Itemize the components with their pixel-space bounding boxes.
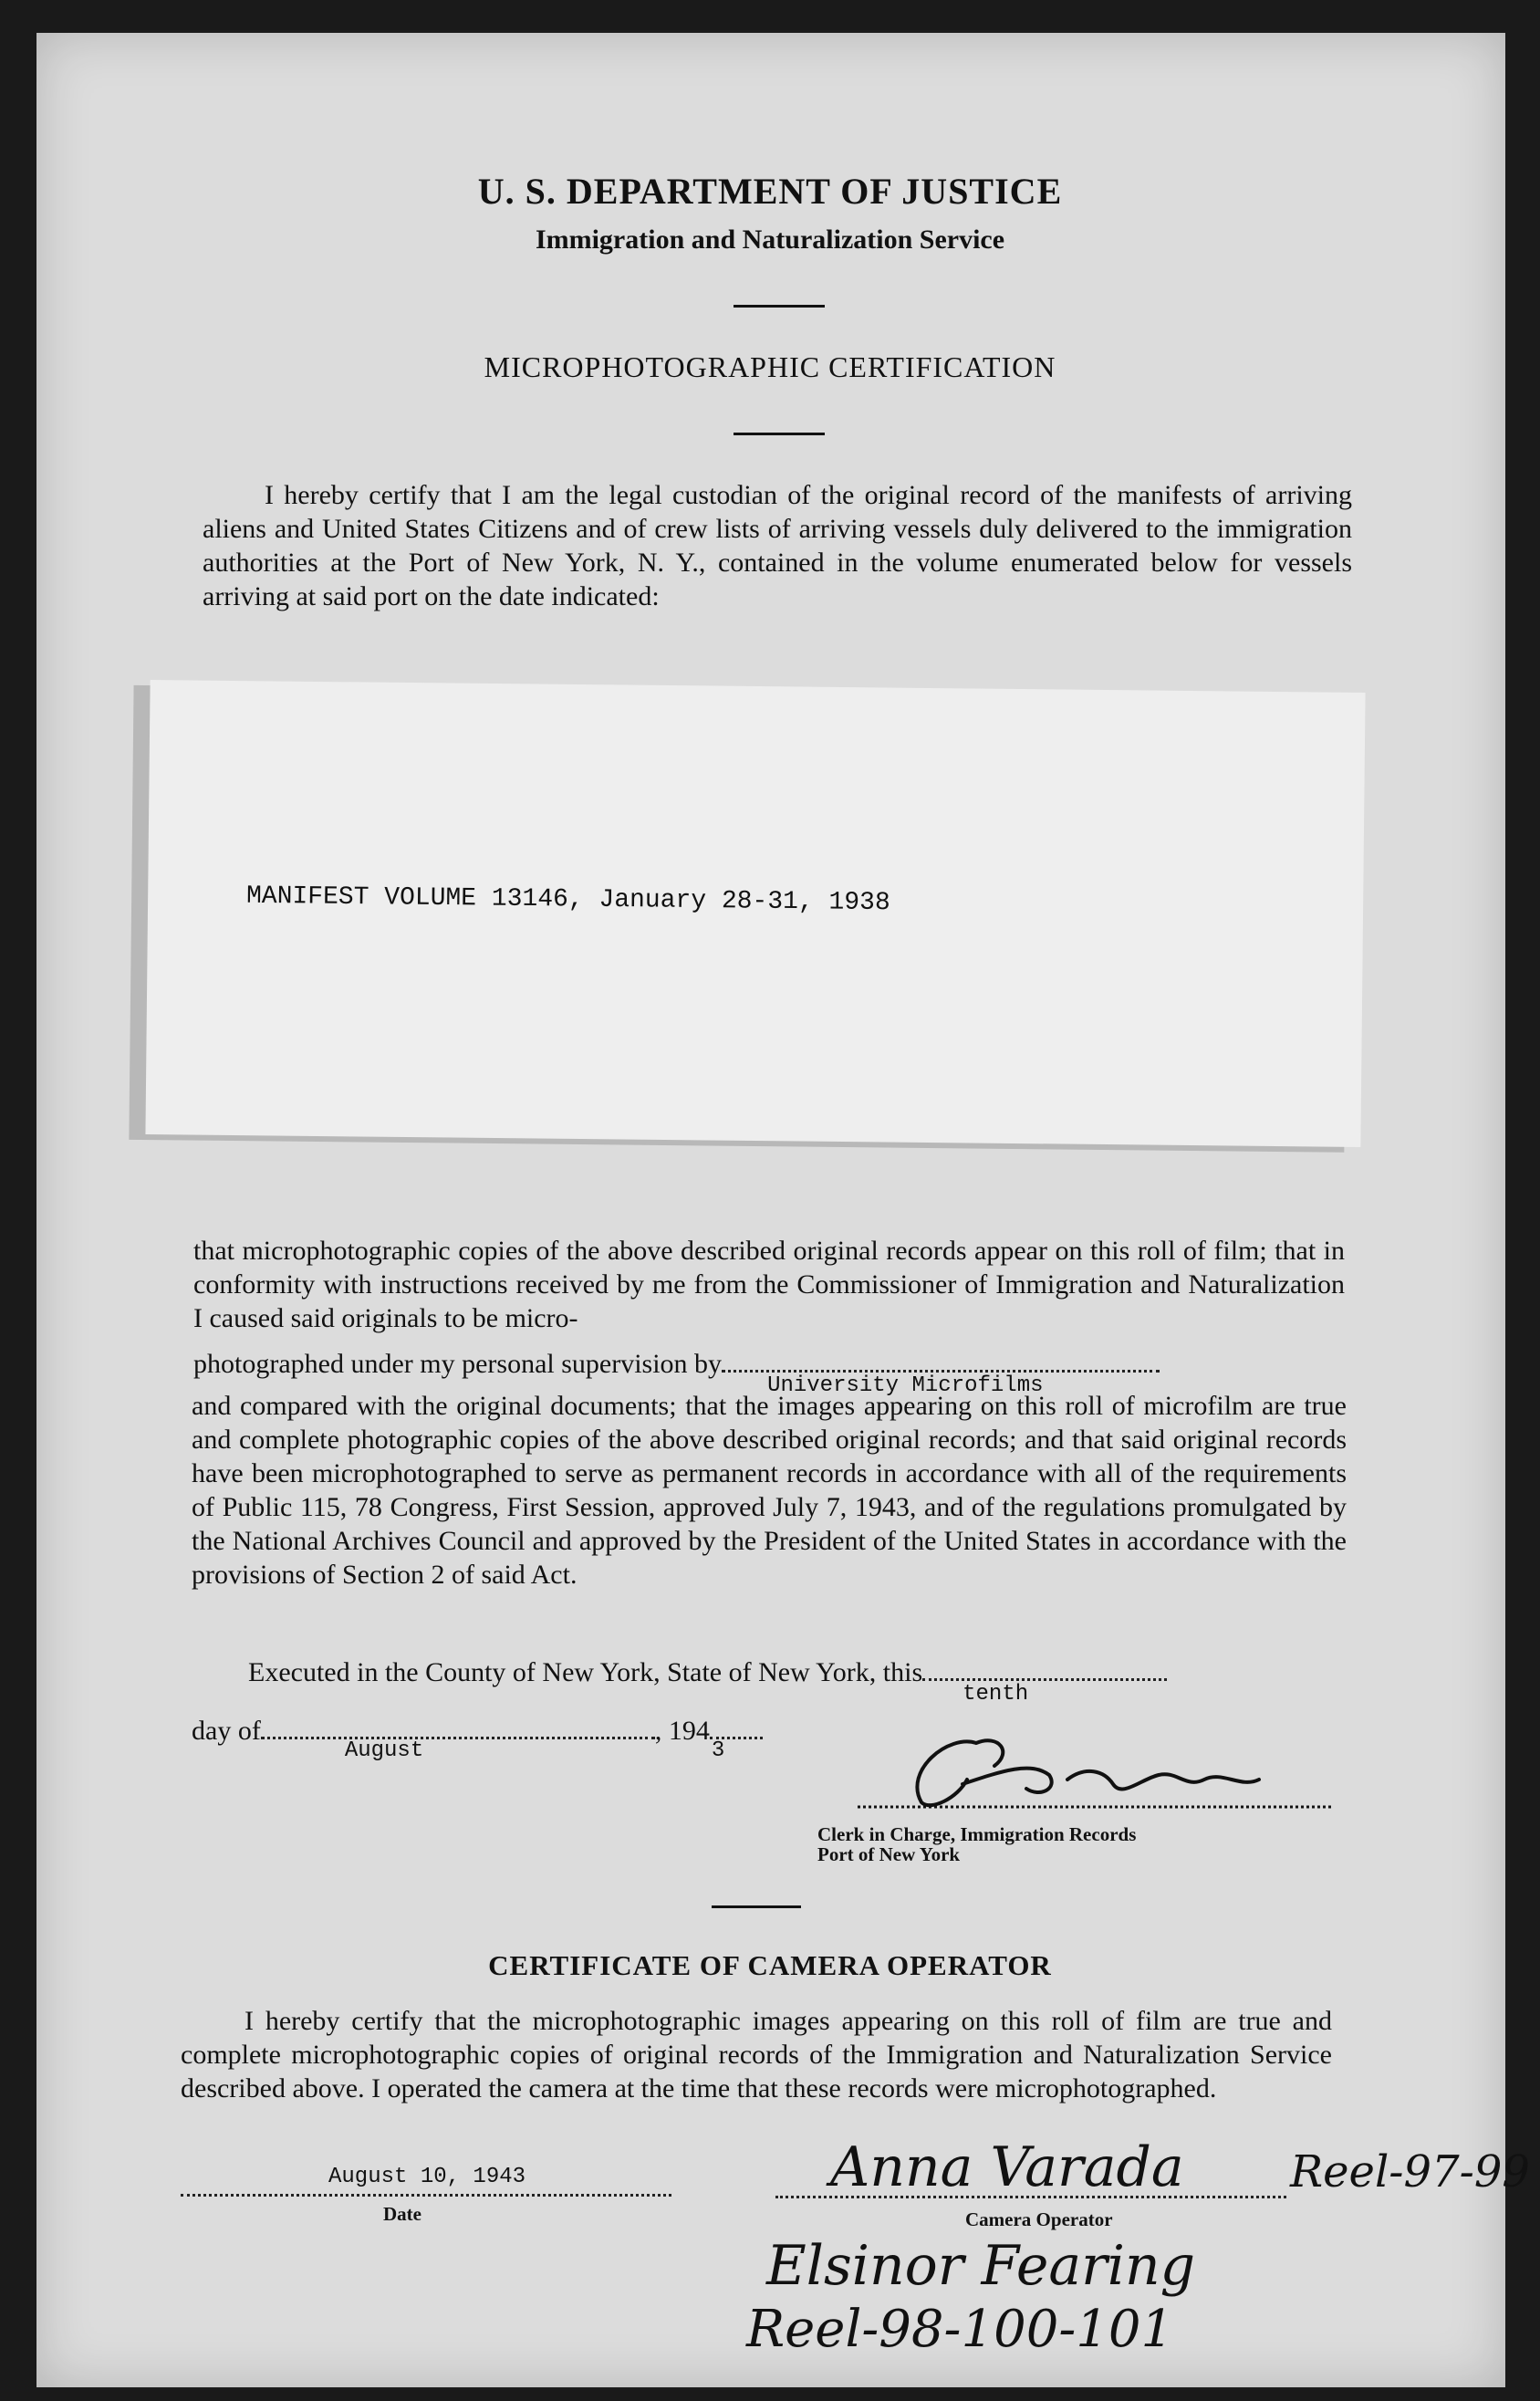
year-digit: 3 [711, 1738, 725, 1763]
executed-line [248, 1657, 1167, 1707]
department-heading: U. S. DEPARTMENT OF JUSTICE [477, 171, 1063, 212]
date-line [192, 1716, 763, 1763]
divider [734, 433, 825, 435]
clerk-port: Port of New York [817, 1843, 961, 1865]
operator-signature: Anna Varada [830, 2135, 1184, 2199]
certification-title: MICROPHOTOGRAPHIC CERTIFICATION [484, 350, 1056, 383]
camera-date-value: August 10, 1943 [328, 2165, 526, 2189]
executed-label: Executed in the County of New York, State of New York, this [248, 1657, 923, 1687]
month-dots [261, 1737, 655, 1763]
clerk-title: Clerk in Charge, Immigration Records [817, 1823, 1137, 1845]
supervision-dots [722, 1370, 1160, 1398]
supervision-value: University Microfilms [767, 1373, 1044, 1398]
service-subheading: Immigration and Naturalization Service [535, 224, 1005, 255]
reel-note-2: Reel-98-100-101 [746, 2300, 1174, 2359]
day-dots [922, 1678, 1167, 1707]
certification-paragraph-1: that microphotographic copies of the above described original records appear on this roll of film; that in conformity with instructions received by me from the Commissioner of Immigration and Naturalization I caused said originals to be micro- [193, 1236, 1345, 1333]
month-value: August [344, 1738, 424, 1763]
divider [734, 305, 825, 308]
supervision-line [193, 1349, 1160, 1398]
operator-label: Camera Operator [965, 2208, 1113, 2230]
camera-certificate-paragraph: I hereby certify that the microphotographic images appearing on this roll of film are true and complete microphotographic copies of original records of the Immigration and Naturalization Service described above. I operated the camera at the time that these records were microphotographed. [181, 2006, 1332, 2103]
day-value: tenth [962, 1682, 1029, 1707]
handwritten-name: Elsinor Fearing [766, 2234, 1196, 2298]
supervision-label: photographed under my personal supervision by [193, 1349, 723, 1379]
certification-paragraph-2: and compared with the original documents; that the images appearing on this roll of microfilm are true and complete photographic copies of the above described original records; and that said original records have been microphotographed to serve as permanent records in accordance with all of the requirements of Public 115, 78 Congress, First Session, approved July 7, 1943, and of the regulations promulgated by the National Archives Council and approved by the President of the United States in accordance with the provisions of Section 2 of said Act. [192, 1391, 1347, 1590]
divider [712, 1905, 801, 1908]
clerk-signature [839, 1716, 1350, 1816]
year-prefix: , 194 [654, 1716, 710, 1746]
date-label: Date [383, 2203, 421, 2225]
year-dots [710, 1737, 763, 1763]
intro-paragraph: I hereby certify that I am the legal custodian of the original record of the manifests of arriving aliens and United States Citizens and of crew lists of arriving vessels duly delivered to the immigration authorities at the Port of New York, N. Y., contained in the volume enumerated below for vessels arriving at said port on the date indicated: [203, 480, 1352, 611]
reel-note-1: Reel-97-99 [1290, 2146, 1530, 2197]
manifest-volume-text: MANIFEST VOLUME 13146, January 28-31, 1938 [245, 882, 890, 918]
day-of-label: day of [192, 1716, 261, 1746]
camera-certificate-title: CERTIFICATE OF CAMERA OPERATOR [488, 1949, 1052, 1981]
